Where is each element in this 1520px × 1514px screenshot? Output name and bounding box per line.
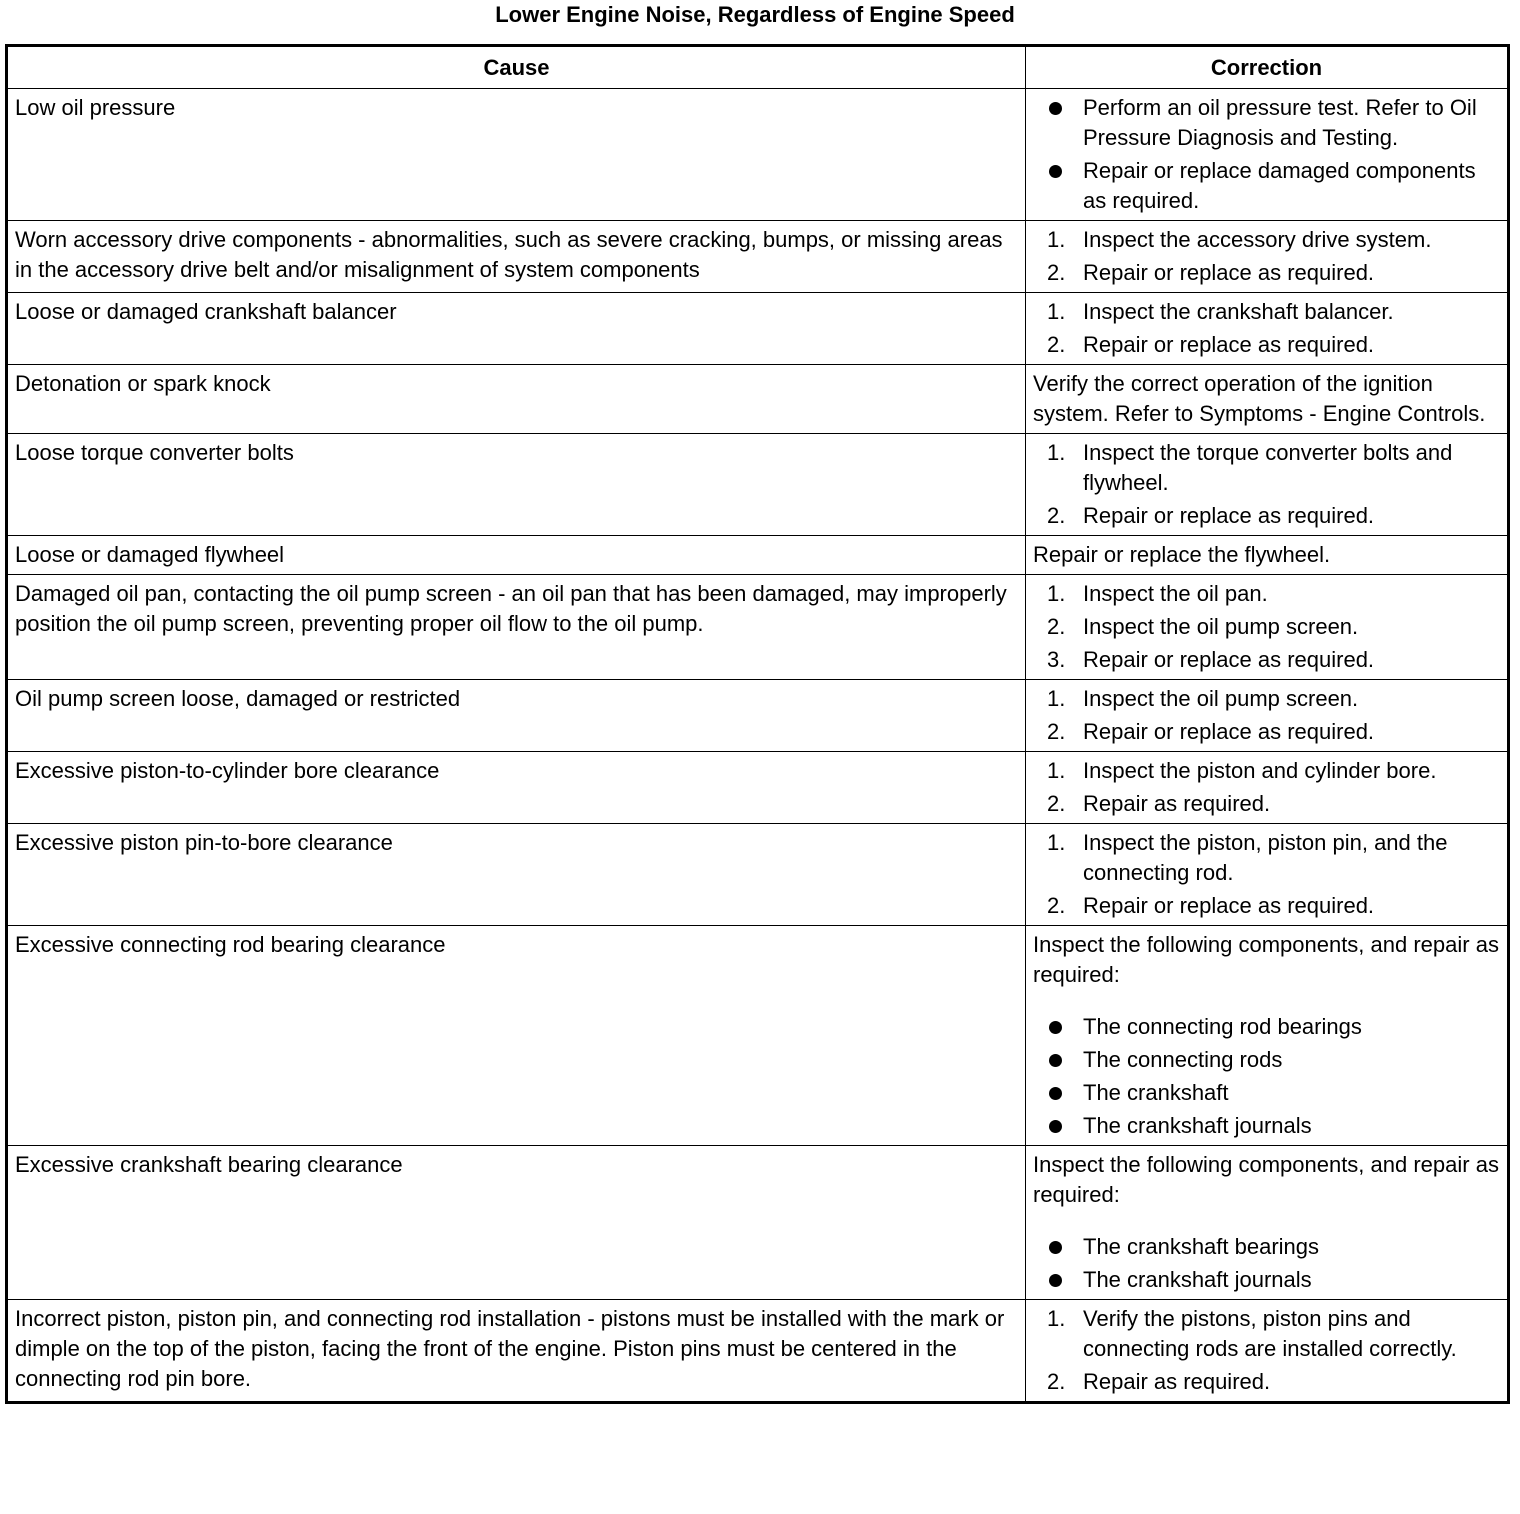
step-item [1033,225,1500,255]
numbered-step-list [1033,297,1500,360]
table-row [7,293,1509,365]
correction-cell [1026,536,1509,575]
step-number: 2. [1047,893,1066,918]
numbered-step-list [1033,579,1500,675]
step-text: Repair or replace as required. [1083,260,1375,285]
bullet-list [1033,93,1500,216]
step-number: 2. [1047,719,1066,744]
step-number: 2. [1047,332,1066,357]
page-title: Lower Engine Noise, Regardless of Engine Speed [495,2,1015,27]
cause-header: Cause [7,46,1026,89]
table-row [7,752,1509,824]
step-text: Inspect the oil pan. [1083,581,1268,606]
cause-cell: Damaged oil pan, contacting the oil pump screen - an oil pan that has been damaged, may improperly position the oil pump screen, preventing proper oil flow to the oil pump. [7,575,1026,680]
table-row [7,824,1509,926]
table-row [7,575,1509,680]
cause-cell: Excessive crankshaft bearing clearance [7,1146,1026,1300]
step-number: 2. [1047,260,1066,285]
step-number: 1. [1047,440,1066,465]
step-item [1033,438,1500,498]
step-item [1033,612,1500,642]
table-row [7,434,1509,536]
bullet-text: The connecting rods [1083,1047,1283,1072]
bullet-dot-icon [1049,1054,1062,1067]
step-text: Verify the pistons, piston pins and connecting rods are installed correctly. [1083,1306,1457,1361]
bullet-text: The crankshaft journals [1083,1113,1312,1138]
correction-cell [1026,293,1509,365]
cause-cell: Worn accessory drive components - abnormalities, such as severe cracking, bumps, or missing areas in the accessory drive belt and/or misalignment of system components [7,221,1026,293]
correction-cell [1026,824,1509,926]
bullet-text: Perform an oil pressure test. Refer to Oil Pressure Diagnosis and Testing. [1083,95,1477,150]
step-item [1033,684,1500,714]
bullet-item [1033,1012,1500,1042]
bullet-dot-icon [1049,1120,1062,1133]
table-row [7,536,1509,575]
step-text: Inspect the piston, piston pin, and the connecting rod. [1083,830,1448,885]
bullet-dot-icon [1049,1274,1062,1287]
numbered-step-list [1033,684,1500,747]
step-text: Inspect the oil pump screen. [1083,686,1359,711]
cause-cell: Oil pump screen loose, damaged or restricted [7,680,1026,752]
table-row [7,1300,1509,1403]
step-text: Repair or replace as required. [1083,503,1375,528]
step-text: Repair as required. [1083,1369,1271,1394]
numbered-step-list [1033,828,1500,921]
bullet-item [1033,93,1500,153]
step-item [1033,828,1500,888]
step-item [1033,579,1500,609]
numbered-step-list [1033,756,1500,819]
table-header-row [7,46,1509,89]
step-item [1033,756,1500,786]
step-number: 1. [1047,581,1066,606]
bullet-dot-icon [1049,1021,1062,1034]
step-item [1033,789,1500,819]
table-row [7,926,1509,1146]
bullet-list [1033,1012,1500,1141]
cause-cell: Loose torque converter bolts [7,434,1026,536]
bullet-dot-icon [1049,102,1062,115]
bullet-dot-icon [1049,1241,1062,1254]
step-item [1033,1367,1500,1397]
step-item [1033,501,1500,531]
step-item [1033,297,1500,327]
table-row [7,1146,1509,1300]
correction-cell [1026,575,1509,680]
step-text: Repair or replace as required. [1083,332,1375,357]
step-number: 1. [1047,1306,1066,1331]
step-text: Repair or replace as required. [1083,647,1375,672]
step-text: Inspect the accessory drive system. [1083,227,1432,252]
bullet-text: The crankshaft journals [1083,1267,1312,1292]
step-item [1033,330,1500,360]
bullet-item [1033,1232,1500,1262]
step-number: 1. [1047,227,1066,252]
numbered-step-list [1033,1304,1500,1397]
cause-cell: Excessive piston-to-cylinder bore clearance [7,752,1026,824]
cause-cell: Excessive connecting rod bearing clearance [7,926,1026,1146]
step-number: 2. [1047,503,1066,528]
correction-cell [1026,752,1509,824]
correction-cell [1026,926,1509,1146]
table-row [7,365,1509,434]
numbered-step-list [1033,225,1500,288]
cause-cell: Loose or damaged crankshaft balancer [7,293,1026,365]
step-number: 2. [1047,791,1066,816]
cause-cell: Detonation or spark knock [7,365,1026,434]
cause-cell: Incorrect piston, piston pin, and connecting rod installation - pistons must be installed with the mark or dimple on the top of the piston, facing the front of the engine. Piston pins must be centered in the connecting rod pin bore. [7,1300,1026,1403]
step-item [1033,891,1500,921]
step-text: Repair or replace as required. [1083,719,1375,744]
table-row [7,221,1509,293]
step-number: 3. [1047,647,1066,672]
table-row [7,89,1509,221]
correction-text: Verify the correct operation of the ignition system. Refer to Symptoms - Engine Controls. [1033,371,1486,426]
step-text: Repair or replace as required. [1083,893,1375,918]
step-number: 1. [1047,686,1066,711]
cause-cell: Excessive piston pin-to-bore clearance [7,824,1026,926]
step-number: 1. [1047,299,1066,324]
correction-cell [1026,434,1509,536]
bullet-item [1033,1078,1500,1108]
step-text: Inspect the piston and cylinder bore. [1083,758,1437,783]
table-body [7,89,1509,1403]
correction-cell [1026,221,1509,293]
step-text: Inspect the torque converter bolts and flywheel. [1083,440,1453,495]
step-number: 1. [1047,830,1066,855]
bullet-list [1033,1232,1500,1295]
correction-cell [1026,680,1509,752]
step-text: Inspect the crankshaft balancer. [1083,299,1394,324]
correction-cell [1026,89,1509,221]
step-item [1033,258,1500,288]
numbered-step-list [1033,438,1500,531]
step-number: 2. [1047,1369,1066,1394]
bullet-item [1033,1045,1500,1075]
cause-cell: Low oil pressure [7,89,1026,221]
correction-header: Correction [1026,46,1509,89]
correction-text: Repair or replace the flywheel. [1033,542,1331,567]
bullet-text: The connecting rod bearings [1083,1014,1362,1039]
cause-cell: Loose or damaged flywheel [7,536,1026,575]
bullet-item [1033,1111,1500,1141]
bullet-item [1033,156,1500,216]
step-number: 2. [1047,614,1066,639]
correction-intro: Inspect the following components, and repair as required: [1033,1152,1499,1207]
step-item [1033,645,1500,675]
step-item [1033,1304,1500,1364]
step-item [1033,717,1500,747]
step-text: Inspect the oil pump screen. [1083,614,1359,639]
correction-cell [1026,1146,1509,1300]
bullet-text: The crankshaft bearings [1083,1234,1320,1259]
diagnosis-table [5,44,1510,1404]
bullet-item [1033,1265,1500,1295]
correction-cell [1026,365,1509,434]
bullet-dot-icon [1049,165,1062,178]
bullet-text: Repair or replace damaged components as required. [1083,158,1476,213]
correction-intro: Inspect the following components, and repair as required: [1033,932,1499,987]
table-row [7,680,1509,752]
step-text: Repair as required. [1083,791,1271,816]
bullet-dot-icon [1049,1087,1062,1100]
step-number: 1. [1047,758,1066,783]
bullet-text: The crankshaft [1083,1080,1229,1105]
correction-cell [1026,1300,1509,1403]
